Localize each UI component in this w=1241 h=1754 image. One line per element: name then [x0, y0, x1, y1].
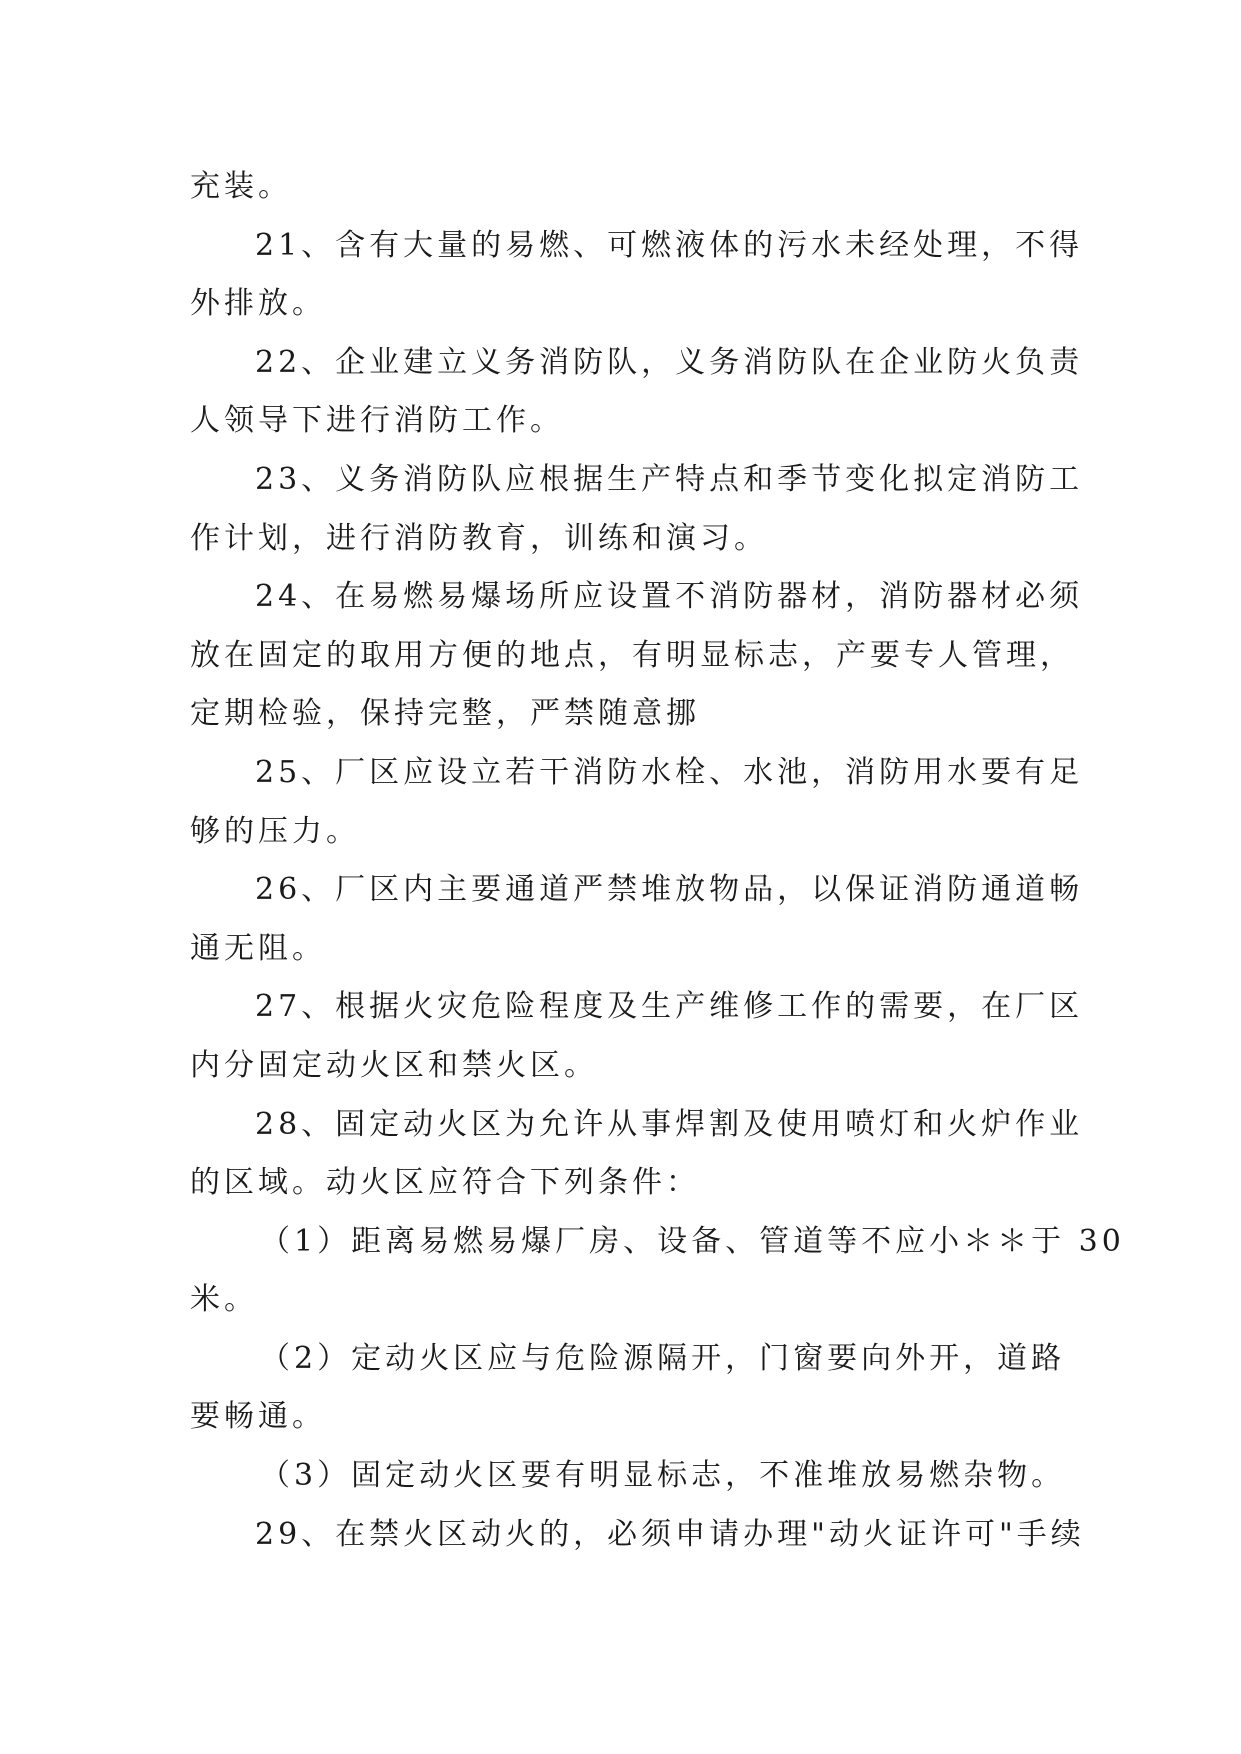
item-24-line-1: 24、在易燃易爆场所应设置不消防器材，消防器材必须	[255, 579, 1084, 615]
item-24-line-3: 定期检验，保持完整，严禁随意挪	[190, 696, 700, 732]
item-22-line-1: 22、企业建立义务消防队，义务消防队在企业防火负责	[255, 344, 1084, 380]
sub-item-1-line-1: （1）距离易燃易爆厂房、设备、管道等不应小＊＊于 30	[260, 1223, 1125, 1259]
item-27-line-2: 内分固定动火区和禁火区。	[190, 1047, 598, 1083]
item-28-line-1: 28、固定动火区为允许从事焊割及使用喷灯和火炉作业	[255, 1106, 1084, 1142]
sub-item-1-line-2: 米。	[190, 1282, 258, 1318]
sub-item-2-line-2: 要畅通。	[190, 1399, 326, 1435]
sub-item-3-line-1: （3）固定动火区要有明显标志，不准堆放易燃杂物。	[260, 1458, 1066, 1494]
item-29-line-1: 29、在禁火区动火的，必须申请办理"动火证许可"手续	[255, 1516, 1085, 1552]
item-28-line-2: 的区域。动火区应符合下列条件：	[190, 1165, 700, 1201]
item-27-line-1: 27、根据火灾危险程度及生产维修工作的需要，在厂区	[255, 989, 1084, 1025]
text-line: 充装。	[190, 169, 292, 204]
item-22-line-2: 人领导下进行消防工作。	[190, 403, 564, 439]
document-body	[190, 158, 1125, 1564]
item-25-line-2: 够的压力。	[190, 813, 360, 849]
item-23-line-2: 作计划，进行消防教育，训练和演习。	[190, 520, 768, 556]
sub-item-2-line-1: （2）定动火区应与危险源隔开，门窗要向外开，道路	[260, 1340, 1066, 1376]
item-25-line-1: 25、厂区应设立若干消防水栓、水池，消防用水要有足	[255, 754, 1084, 790]
item-26-line-2: 通无阻。	[190, 930, 326, 966]
item-23-line-1: 23、义务消防队应根据生产特点和季节变化拟定消防工	[255, 461, 1084, 497]
item-21-line-2: 外排放。	[190, 286, 326, 322]
item-21-line-1: 21、含有大量的易燃、可燃液体的污水未经处理，不得	[255, 227, 1084, 263]
item-24-line-2: 放在固定的取用方便的地点，有明显标志，产要专人管理，	[190, 637, 1074, 673]
item-26-line-1: 26、厂区内主要通道严禁堆放物品，以保证消防通道畅	[255, 872, 1084, 908]
